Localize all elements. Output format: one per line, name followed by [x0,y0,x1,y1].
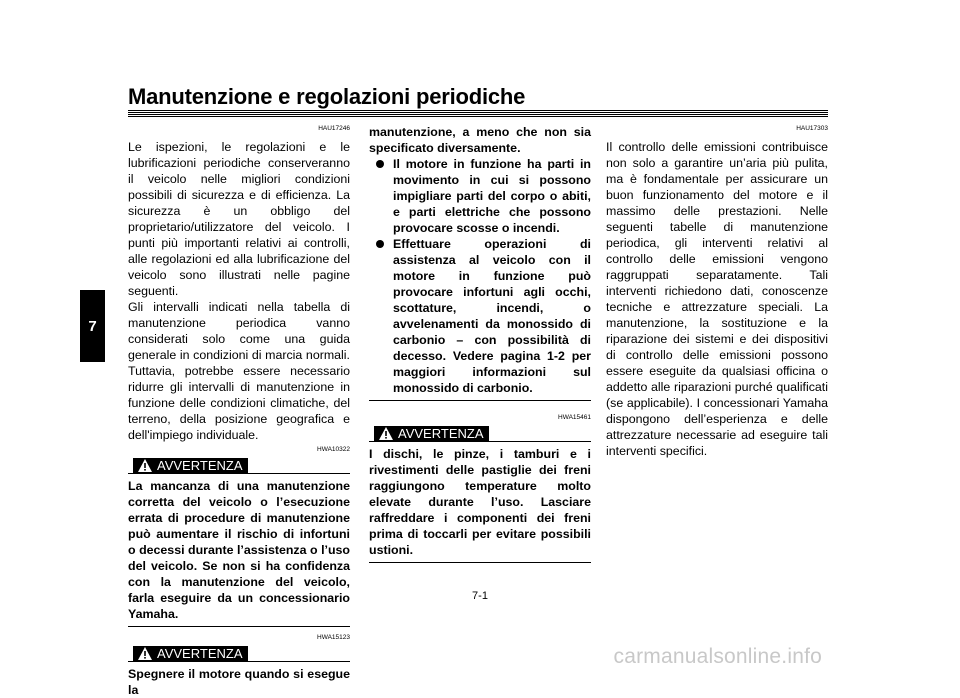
warning-text: I dischi, le pinze, i tamburi e i rivestimenti delle pastiglie dei freni raggiungono temperature molto elevate durante l’uso. Lasciare raffreddare i componenti dei freni prima di toccarli per evitare possibili ustioni. [369,447,591,557]
warning-badge [133,458,248,473]
warning-text: La mancanza di una manutenzione corretta del veicolo o l’esecuzione errata di procedure di manutenzione può aumentare il rischio di infortuni o decessi durante l’assistenza o l’uso del veicolo. Se non si ha confidenza con la manutenzione del veicolo, farla eseguire da un concessionario Yamaha. [128,479,350,621]
intro-paragraph: Le ispezioni, le regolazioni e le lubrificazioni periodiche conserveranno il veicolo nelle migliori condizioni possibili di sicurezza e di efficienza. La sicurezza è un obbligo del proprietario/utilizzatore del veicolo. I punti più importanti relativi ai controlli, alle regolazioni ed alla lubrificazione del veicolo sono illustrati nelle pagine seguenti. [128,140,350,298]
column-1 [128,124,350,698]
warning-bullet-list [369,156,591,396]
warning-code: HWA15123 [317,634,350,641]
warning-rule [128,473,350,474]
warning-end-rule [369,562,591,563]
warning-header [128,646,350,664]
warning-header [128,458,350,476]
watermark: carmanualsonline.info [613,645,822,668]
warning-triangle-icon [378,426,394,441]
warning-triangle-icon [137,458,153,473]
warning-triangle-icon [137,646,153,661]
section-code: HAU17303 [796,125,828,132]
intervals-paragraph: Gli intervalli indicati nella tabella di manutenzione periodica vanno considerati solo come una guida generale in condizioni di marcia normali. Tuttavia, potrebbe essere necessario ridurre gli intervalli di manutenzione in funzione delle condizioni climatiche, del terreno, della posizione geografica e dell'impiego individuale. [128,300,350,442]
warning-rule [369,441,591,442]
page-title: Manutenzione e regolazioni periodiche [128,84,526,109]
page-number: 7-1 [472,590,488,602]
emissions-paragraph: Il controllo delle emissioni contribuisce non solo a garantire un’aria più pulita, ma è fondamentale per assicurare un buon funzionamento del motore e il massimo delle prestazioni. Nelle seguenti tabelle di manutenzione periodica, gli interventi relativi al controllo delle emissioni vengono raggruppati separatamente. Tali interventi richiedono dati, conoscenze tecniche e attrezzature speciali. La manutenzione, la sostituzione e la riparazione dei sistemi e dei dispositivi di controllo delle emissioni possono essere eseguite da qualsiasi officina o addetto alle riparazioni purché qualificati (se applicabile). I concessionari Yamaha dispongono dell’esperienza e delle attrezzature necessarie ad eseguire tali interventi specifici. [606,140,828,458]
warning-badge [133,646,248,661]
warning-label: AVVERTENZA [157,646,243,661]
warning-text: Spegnere il motore quando si esegue la [128,667,350,697]
list-item: Il motore in funzione ha parti in movimento in cui si possono impigliare parti del corpo o abiti, e parti elettriche che possono provocare scosse o incendi. [369,156,591,236]
chapter-number: 7 [88,318,97,335]
warning-header [369,426,591,444]
warning-code: HWA10322 [317,446,350,453]
warning-end-rule [369,400,591,401]
chapter-tab [80,290,105,362]
warning-continuation: manutenzione, a meno che non sia specificato diversamente. [369,125,591,155]
title-rule [128,110,828,117]
warning-label: AVVERTENZA [157,458,243,473]
column-3 [606,124,828,459]
section-code: HAU17246 [318,125,350,132]
warning-code: HWA15461 [558,414,591,421]
column-2 [369,124,591,563]
warning-label: AVVERTENZA [398,426,484,441]
warning-badge [374,426,489,441]
warning-end-rule [128,626,350,627]
warning-rule [128,661,350,662]
list-item: Effettuare operazioni di assistenza al veicolo con il motore in funzione può provocare infortuni agli occhi, scottature, incendi, o avvelenamenti da monossido di carbonio – con possibilità di decesso. Vedere pagina 1-2 per maggiori informazioni sul monossido di carbonio. [369,236,591,396]
